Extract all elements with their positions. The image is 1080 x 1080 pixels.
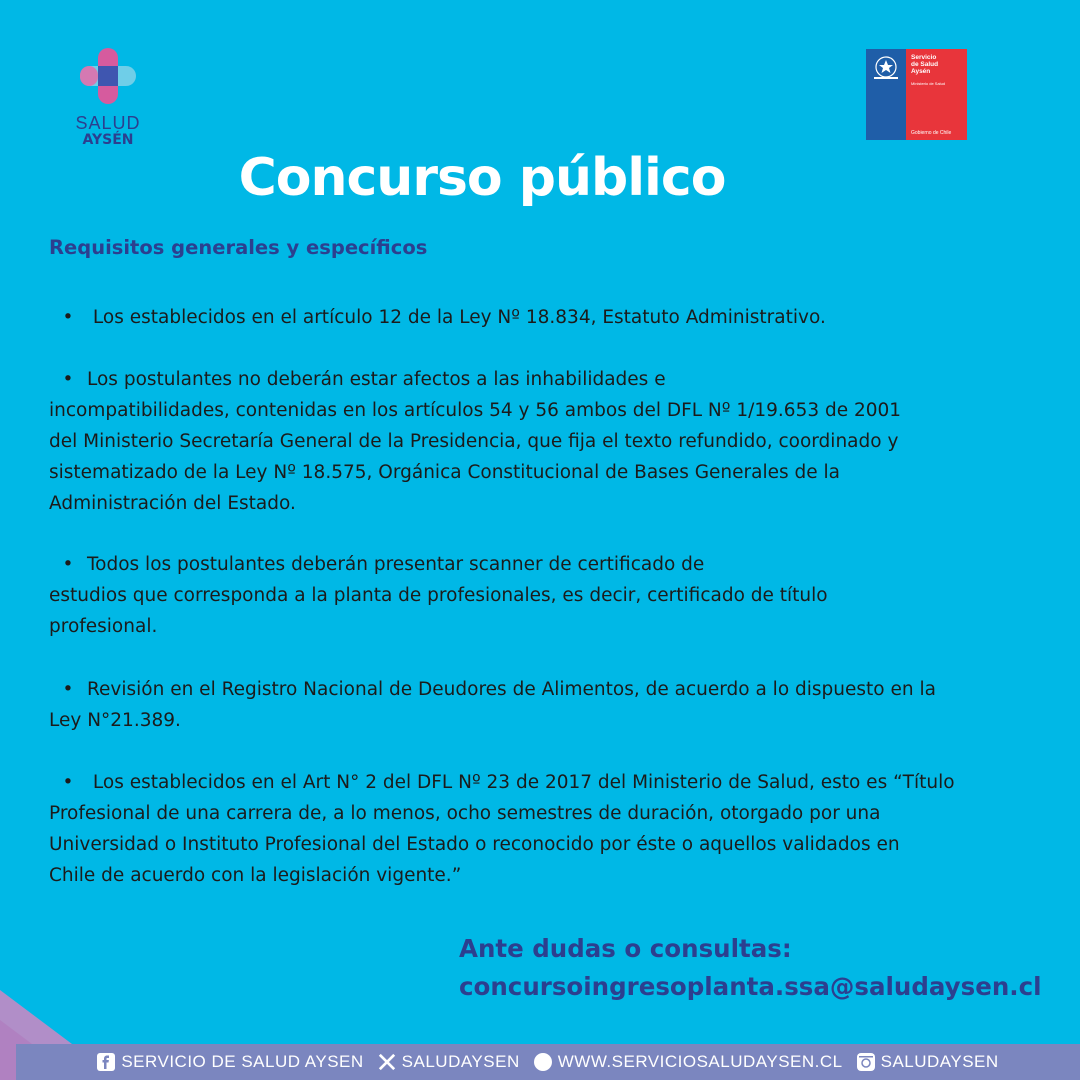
globe-icon [534,1053,552,1071]
logo-line2: AYSÉN [82,132,134,148]
government-logo [866,49,967,140]
bullet-icon: • [62,554,74,575]
requirement-item-4: • Revisión en el Registro Nacional de Deudores de Alimentos, de acuerdo a lo dispuesto en la Ley N°21.389. [49,674,1067,736]
requirement-item-5: • Los establecidos en el Art N° 2 del DFL Nº 23 de 2017 del Ministerio de Salud, esto es “Título Profesional de una carrera de, a lo menos, ocho semestres de duración, otorgado por una Universidad o Instituto Profesional del Estado o reconocido por éste o aquellos validados en Chile de acuerdo con la legislación vigente.” [49,767,1067,891]
facebook-icon [97,1053,115,1071]
page-title: Concurso público [238,148,726,208]
gov-name-line3: Aysén [911,68,931,75]
cross-logo-icon [76,46,140,106]
government-label: Gobierno de Chile [911,130,952,136]
bullet-icon: • [62,679,74,700]
footer-instagram[interactable]: SALUDAYSEN [857,1052,999,1072]
gov-name-line1: Servicio [911,54,937,61]
ministry-label: Ministerio de Salud [911,81,946,86]
contact-block [459,930,1042,1006]
requirement-item-3: • Todos los postulantes deberán presentar scanner de certificado de estudios que corresponda a la planta de profesionales, es decir, certificado de título profesional. [49,549,1067,642]
contact-email[interactable]: concursoingresoplanta.ssa@saludaysen.cl [459,972,1042,1001]
footer-web[interactable]: WWW.SERVICIOSALUDAYSEN.CL [534,1052,843,1072]
bullet-icon: • [62,307,74,328]
footer-facebook[interactable]: SERVICIO DE SALUD AYSEN [97,1052,363,1072]
salud-aysen-logo [72,46,144,148]
footer-bar [16,1044,1080,1080]
contact-heading: Ante dudas o consultas: [459,934,792,963]
requirement-item-2: • Los postulantes no deberán estar afectos a las inhabilidades e incompatibilidades, contenidas en los artículos 54 y 56 ambos del DFL Nº 1/19.653 de 2001 del Ministerio Secretaría General de la Presidencia, que fija el texto refundido, coordinado y sistematizado de la Ley Nº 18.575, Orgánica Constitucional de Bases Generales de la Administración del Estado. [49,364,1067,519]
x-logo-icon [378,1053,396,1071]
requirement-item-1: • Los establecidos en el artículo 12 de la Ley Nº 18.834, Estatuto Administrativo. [49,302,1067,333]
bullet-icon: • [62,369,74,390]
logo-line1: SALUD [75,113,141,133]
instagram-icon [857,1053,875,1071]
bullet-icon: • [62,772,74,793]
footer-x[interactable]: SALUDAYSEN [378,1052,520,1072]
coat-of-arms-icon [866,49,906,89]
section-subtitle: Requisitos generales y específicos [49,236,428,259]
gov-name-line2: de Salud [911,61,939,68]
